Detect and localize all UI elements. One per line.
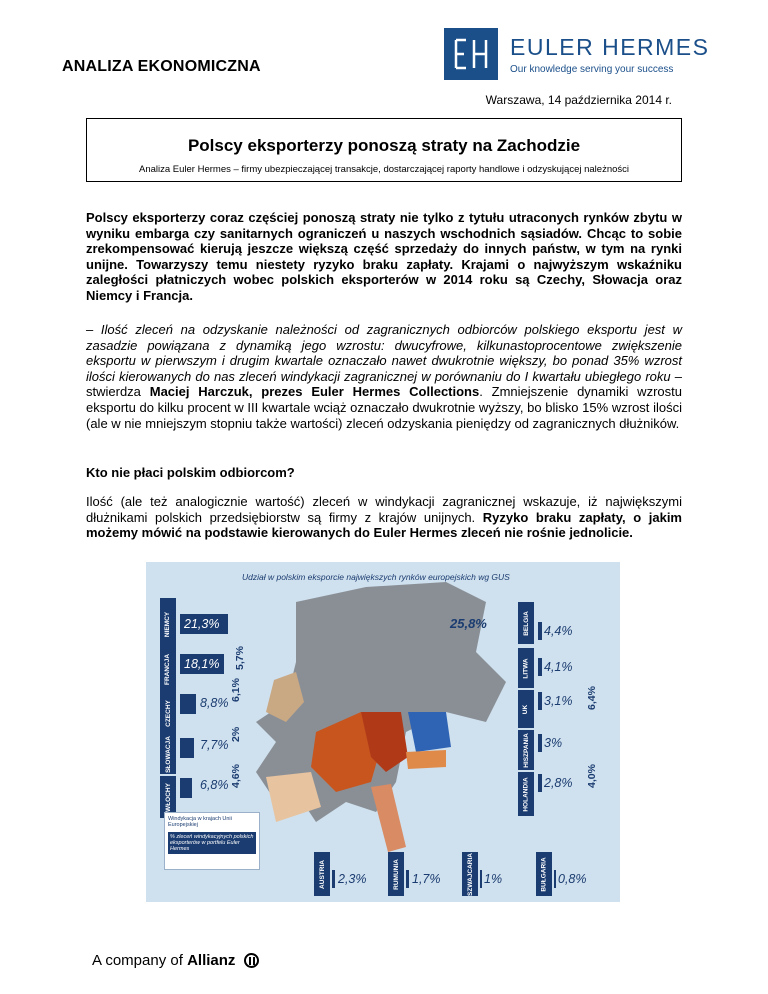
share-bar-holandia (538, 774, 542, 792)
document-title: Polscy eksporterzy ponoszą straty na Zachodzie (187, 136, 581, 155)
share-bar-slowacja (180, 738, 194, 758)
share-bar-hiszpania (538, 734, 542, 752)
export-value-uk: 6,4% (586, 686, 598, 710)
country-tab-belgia: BELGIA (518, 602, 534, 644)
quote-speaker: Maciej Harczuk, prezes Euler Hermes Collections (149, 384, 480, 400)
export-value-niemcy: 25,8% (450, 616, 487, 631)
quote-text: – Ilość zleceń na odzyskanie należności od zagranicznych odbiorców polskiego eksportu jest w zasadzie powiązana z dynamiką jego wzrostu: dwucyfrowe, kilkunastoprocentowe zwiększenie eksportu w pierwszym i drugim kwartale oznaczało nawet dwukrotnie większy, bo ponad 35% wzrost ilości kierowanych do nas zleceń windykacji zagranicznej w porównaniu do I kwartału ubiegłego roku (86, 322, 682, 384)
infographic-title: Udział w polskim eksporcie największych rynków europejskich wg GUS (242, 572, 510, 582)
country-tab-uk: UK (518, 690, 534, 728)
country-tab-bulgaria: BUŁGARIA (536, 852, 552, 896)
body-text: Ilość (ale też analogicznie wartość) zleceń w windykacji zagranicznej wskazuje, iż największymi dłużnikami polskich przedsiębiorstw są firmy z krajów unijnych. (86, 494, 682, 525)
euler-hermes-logo (444, 28, 710, 80)
map-legend (164, 812, 260, 870)
share-label-uk: 3,1% (544, 694, 573, 708)
allianz-footer (92, 952, 259, 969)
logo-name: EULER HERMES (510, 34, 710, 60)
country-tab-slowacja: SŁOWACJA (160, 734, 176, 774)
country-tab-niemcy: NIEMCY (160, 598, 176, 650)
country-tab-litwa: LITWA (518, 648, 534, 688)
region-czech-slovakia (406, 750, 446, 769)
footer-prefix: A company of (92, 952, 188, 969)
country-tab-hiszpania: HISZPANIA (518, 730, 534, 770)
share-label-austria: 2,3% (338, 872, 367, 886)
logo-tagline: Our knowledge serving your success (510, 64, 674, 75)
lead-paragraph: Polscy eksporterzy coraz częściej ponoszą straty nie tylko z tytułu utraconych rynków zbytu w wyniku embarga czy sanitarnych ograniczeń u naszych wschodnich sąsiadów. Chcąc to sobie zrekompensować kierują jeszcze większą część sprzedaży do innych państw, w tym na rynki unijne. Towarzyszy temu niestety ryzyko braku zapłaty. Krajami o najwyższym wskaźniku zaległości płatniczych wobec polskich eksporterów w 2014 roku są Czechy, Słowacja oraz Niemcy i Francja. (86, 210, 682, 303)
share-bar-rumunia (406, 870, 409, 888)
share-box-niemcy: 21,3% (180, 614, 228, 634)
region-poland (408, 712, 451, 752)
body-highlight: Ryzyko braku zapłaty, o jakim możemy mówić na podstawie kierowanych do Euler Hermes zleceń nie rośnie jednolicie. (86, 509, 682, 541)
share-bar-czechy (180, 694, 196, 714)
share-bar-belgia (538, 622, 542, 640)
country-tab-holandia: HOLANDIA (518, 772, 534, 816)
country-tab-francja: FRANCJA (160, 646, 176, 692)
share-bar-litwa (538, 658, 542, 676)
dateline: Warszawa, 14 października 2014 r. (485, 93, 672, 107)
title-box (86, 118, 682, 182)
export-value-czechy: 6,1% (230, 678, 242, 702)
section-label: ANALIZA EKONOMICZNA (62, 58, 261, 75)
country-tab-austria: AUSTRIA (314, 852, 330, 896)
share-label-wlochy: 6,8% (200, 778, 229, 792)
country-tab-wlochy: WŁOCHY (160, 776, 176, 818)
quote-attribution: – stwierdza (86, 368, 683, 400)
quote-continuation: . Zmniejszenie dynamiki wzrostu eksportu do kilku procent w III kwartale wciąż oznaczało dwukrotnie wyższy, bo blisko 15% wzrost ilości (ale w nie mniejszym stopniu także wartości) zleceń odzyskania pieniędzy od zagranicznych dłużników. (86, 384, 682, 431)
share-label-szwajcaria: 1% (484, 872, 503, 886)
allianz-eagle-icon (244, 953, 259, 968)
share-box-francja: 18,1% (180, 654, 224, 674)
share-label-slowacja: 7,7% (200, 738, 229, 752)
share-bar-wlochy (180, 778, 192, 798)
body-paragraph (86, 494, 682, 541)
section-heading: Kto nie płaci polskim odbiorcom? (86, 465, 295, 480)
quote-paragraph (86, 322, 682, 431)
share-label-bulgaria: 0,8% (558, 872, 587, 886)
share-bar-austria (332, 870, 335, 888)
allianz-brand: Allianz (187, 952, 236, 969)
logo-mark (444, 28, 498, 80)
region-italy (371, 784, 406, 852)
share-label-hiszpania: 3% (544, 736, 563, 750)
legend-title: Windykacja w krajach Unii Europejskiej (168, 816, 232, 828)
europe-map-infographic (146, 562, 620, 902)
share-label-czechy: 8,8% (200, 696, 229, 710)
export-value-slowacja: 2% (230, 726, 242, 742)
country-tab-rumunia: RUMUNIA (388, 852, 404, 896)
country-tab-czechy: CZECHY (160, 692, 176, 734)
share-bar-bulgaria (554, 870, 556, 888)
share-bar-szwajcaria (480, 870, 482, 888)
export-value-holandia: 4,0% (586, 764, 598, 788)
export-value-francja: 5,7% (234, 646, 246, 670)
legend-key: % zleceń windykacyjnych polskich eksporterów w portfelu Euler Hermes (168, 832, 256, 854)
export-value-wlochy: 4,6% (230, 764, 242, 788)
share-bar-uk (538, 692, 542, 710)
share-label-holandia: 2,8% (544, 776, 573, 790)
country-tab-szwajcaria: SZWAJCARIA (462, 852, 478, 896)
share-label-rumunia: 1,7% (412, 872, 441, 886)
share-label-litwa: 4,1% (544, 660, 573, 674)
document-subtitle: Analiza Euler Hermes – firmy ubezpieczającej transakcje, dostarczającej raporty handlowe i odzyskującej należności (138, 164, 629, 175)
share-label-belgia: 4,4% (544, 624, 573, 638)
